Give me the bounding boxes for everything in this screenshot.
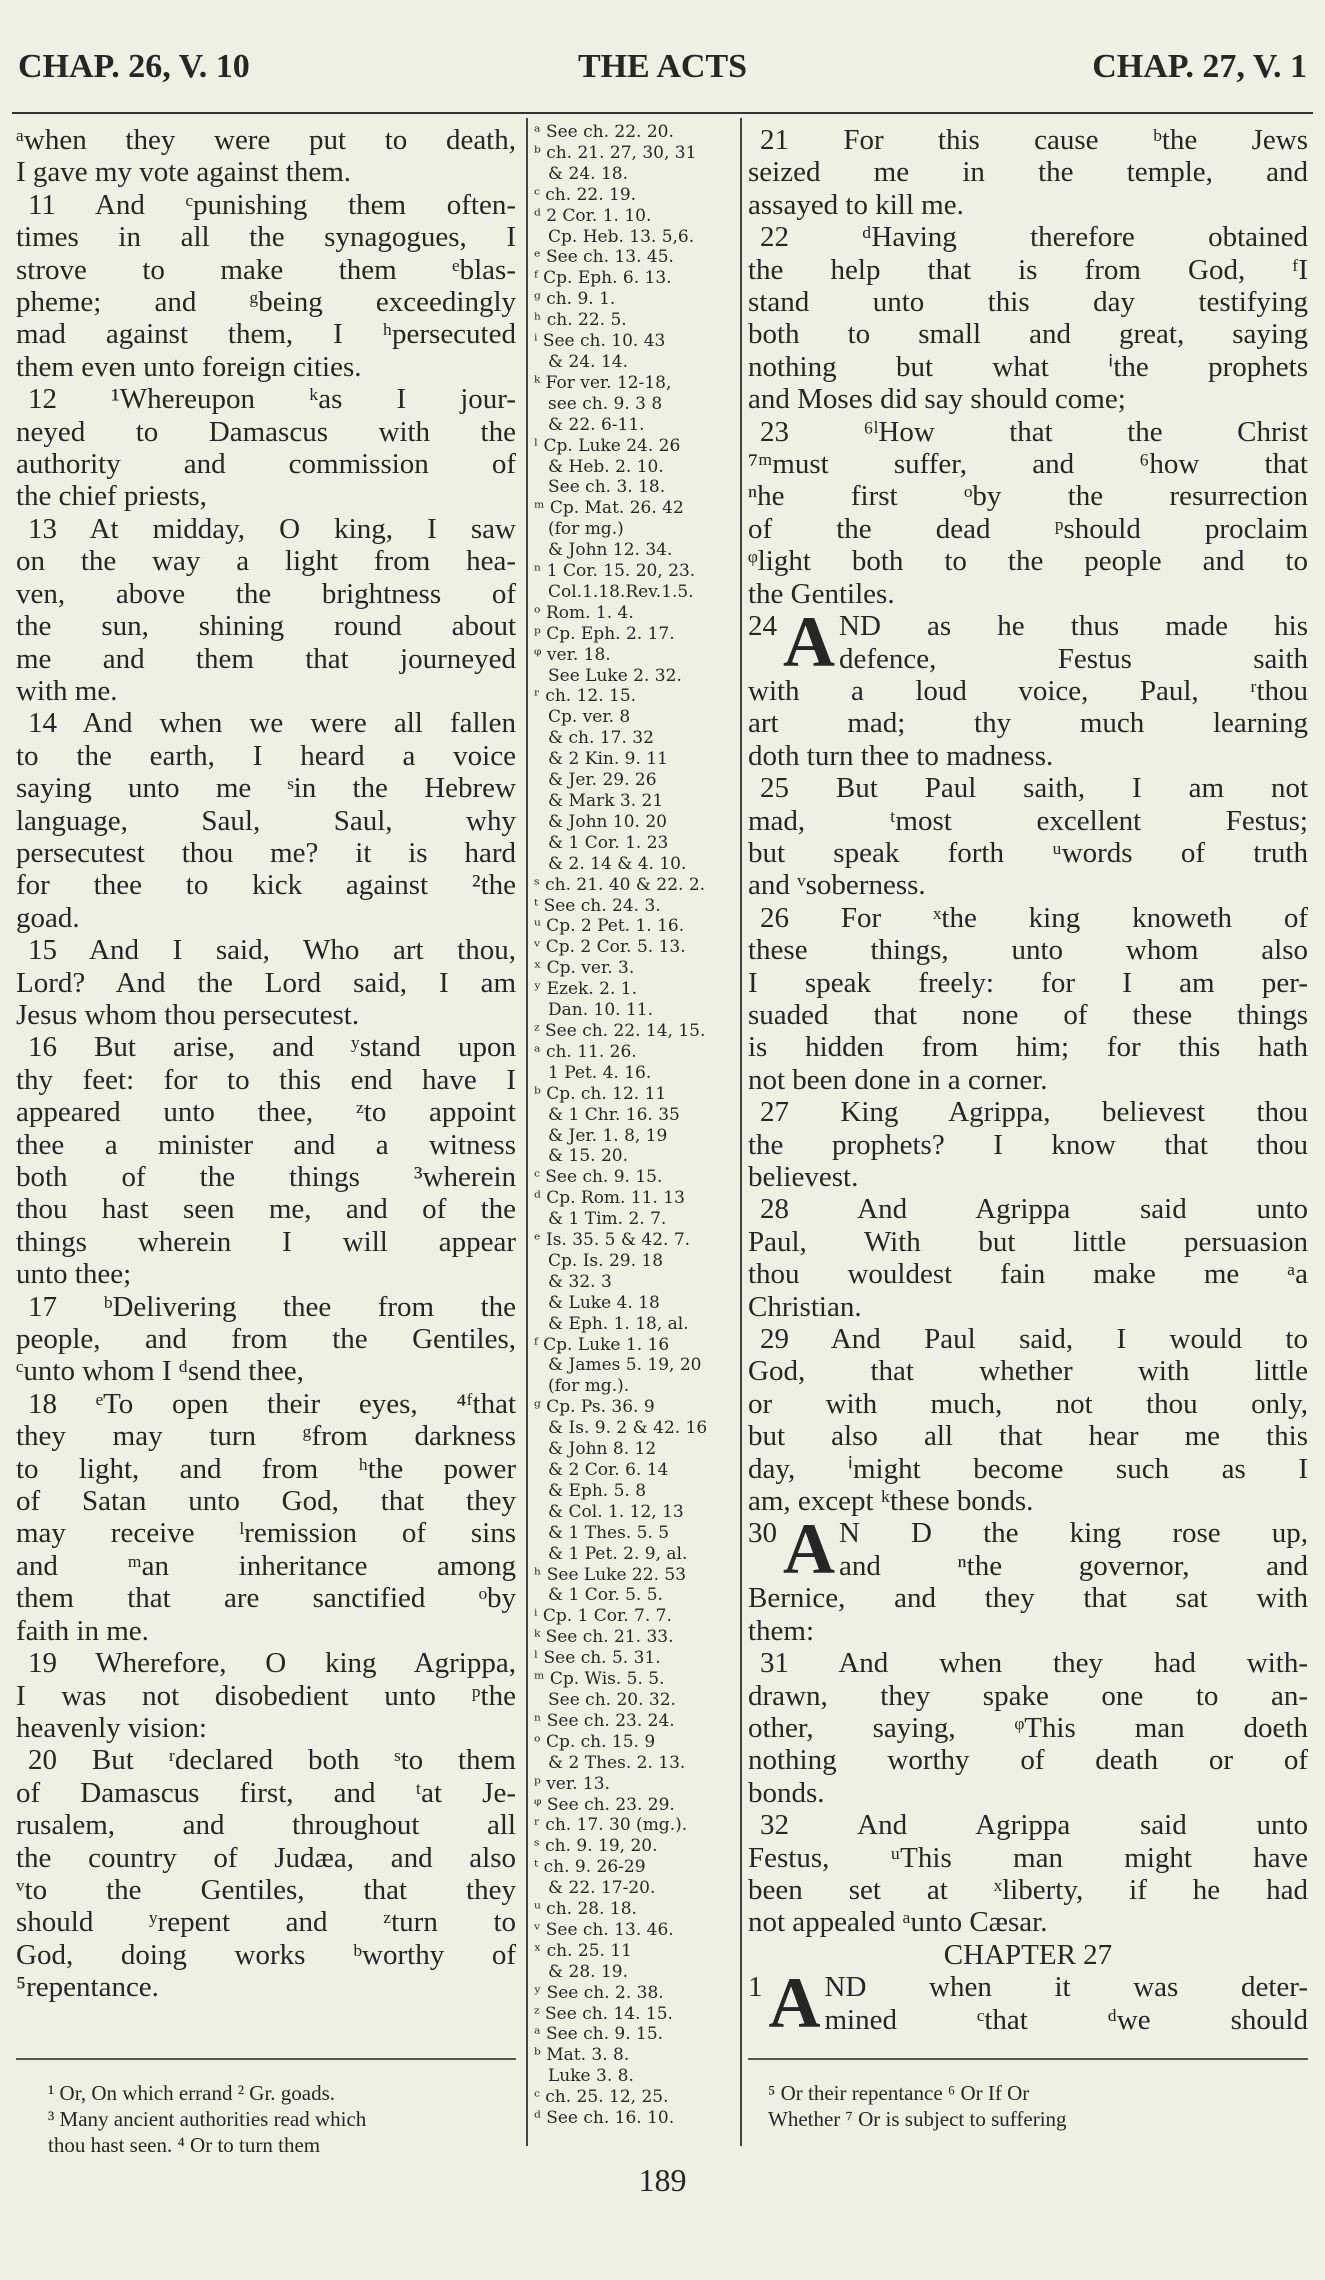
cross-reference: ᶠ Cp. Eph. 6. 13.: [534, 268, 672, 289]
cross-reference: & 15. 20.: [548, 1146, 629, 1167]
text-line: Lord? And the Lord said, I am: [16, 966, 516, 999]
text-line: of the dead ᵖshould proclaim: [748, 512, 1308, 545]
cross-reference: ⁿ 1 Cor. 15. 20, 23.: [534, 561, 696, 582]
cross-reference: ᶜ ch. 22. 19.: [534, 184, 637, 205]
text-line: 19 Wherefore, O king Agrippa,: [28, 1647, 516, 1680]
cross-reference: ᵒ Cp. ch. 15. 9: [534, 1731, 656, 1752]
text-line: ⁿhe first ᵒby the resurrection: [748, 480, 1308, 513]
cross-reference: ᶻ See ch. 22. 14, 15.: [534, 1020, 706, 1041]
cross-reference: Cp. Is. 29. 18: [548, 1250, 664, 1271]
text-line: 26 For ˣthe king knoweth of: [760, 901, 1308, 934]
cross-reference: & Jer. 1. 8, 19: [548, 1125, 668, 1146]
cross-reference: ˢ ch. 9. 19, 20.: [534, 1836, 658, 1857]
text-line: goad.: [16, 901, 80, 934]
text-line: should ʸrepent and ᶻturn to: [16, 1906, 516, 1939]
text-line: neyed to Damascus with the: [16, 415, 516, 448]
cross-reference: ᵈ See ch. 16. 10.: [534, 2108, 675, 2129]
cross-reference: ᵉ Is. 35. 5 & 42. 7.: [534, 1230, 691, 1251]
text-line: I speak freely: for I am per-: [748, 966, 1308, 999]
cross-reference: & 1 Cor. 1. 23: [548, 832, 669, 853]
cross-reference: ᵇ Mat. 3. 8.: [534, 2045, 630, 2066]
verse-number: 24: [748, 610, 777, 643]
text-line: other, saying, ᵠThis man doeth: [748, 1711, 1308, 1744]
text-line: God, doing works ᵇworthy of: [16, 1938, 516, 1971]
text-line: authority and commission of: [16, 448, 516, 481]
cross-reference: ˣ ch. 25. 11: [534, 1940, 632, 1961]
text-line: been set at ˣliberty, if he had: [748, 1873, 1308, 1906]
cross-reference: ᵉ See ch. 13. 45.: [534, 247, 674, 268]
footnote-line: Whether ⁷ Or is subject to suffering: [768, 2107, 1067, 2131]
text-line: or with much, not thou only,: [748, 1387, 1308, 1420]
cross-reference: Cp. Heb. 13. 5,6.: [548, 226, 695, 247]
cross-reference: ᵠ See ch. 23. 29.: [534, 1794, 675, 1815]
text-line: 29 And Paul said, I would to: [760, 1323, 1308, 1356]
text-line: pheme; and ᵍbeing exceedingly: [16, 286, 516, 319]
cross-reference: Col.1.18.Rev.1.5.: [548, 581, 694, 602]
text-line: these things, unto whom also: [748, 934, 1308, 967]
text-line: not appealed ᵃunto Cæsar.: [748, 1906, 1048, 1939]
drop-cap-lines: [825, 1971, 1309, 2036]
cross-reference: See Luke 2. 32.: [548, 665, 682, 686]
text-line: for thee to kick against ²the: [16, 869, 516, 902]
text-line: art mad; thy much learning: [748, 707, 1308, 740]
drop-cap-lines: [839, 610, 1308, 675]
left-text-column: [16, 124, 516, 2004]
text-line: to the earth, I heard a voice: [16, 739, 516, 772]
cross-reference: ᵐ Cp. Wis. 5. 5.: [534, 1669, 665, 1690]
cross-reference: ᶜ See ch. 9. 15.: [534, 1167, 663, 1188]
drop-cap: A: [783, 1509, 835, 1590]
text-line: 23 ⁶ˡHow that the Christ: [760, 415, 1308, 448]
text-line: them that are sanctified ᵒby: [16, 1582, 516, 1615]
text-line: Christian.: [748, 1290, 862, 1323]
text-line: ᵃwhen they were put to death,: [16, 124, 516, 156]
text-line: they may turn ᵍfrom darkness: [16, 1420, 516, 1453]
cross-reference: ᶜ ch. 25. 12, 25.: [534, 2087, 669, 2108]
text-line: 14 And when we were all fallen: [28, 707, 516, 740]
header-rule: [12, 112, 1313, 114]
text-line: unto thee;: [16, 1258, 132, 1291]
text-line: thee a minister and a witness: [16, 1128, 516, 1161]
cross-reference: ᶠ Cp. Luke 1. 16: [534, 1334, 670, 1355]
text-line: Paul, With but little persuasion: [748, 1225, 1308, 1258]
text-line: faith in me.: [16, 1614, 149, 1647]
cross-reference: & 28. 19.: [548, 1961, 629, 1982]
text-line: defence, Festus saith: [839, 642, 1308, 675]
cross-reference: ʰ ch. 22. 5.: [534, 310, 627, 331]
text-line: mad, ᵗmost excellent Festus;: [748, 804, 1308, 837]
cross-reference: ᵍ Cp. Ps. 36. 9: [534, 1397, 655, 1418]
footnote-line: thou hast seen. ⁴ Or to turn them: [48, 2133, 321, 2157]
cross-reference: ᵛ See ch. 13. 46.: [534, 1919, 674, 1940]
text-line: of Satan unto God, that they: [16, 1485, 516, 1518]
cross-reference: & 24. 14.: [548, 351, 629, 372]
text-line: seized me in the temple, and: [748, 156, 1308, 189]
text-line: Bernice, and they that sat with: [748, 1582, 1308, 1615]
text-line: and ᵛsoberness.: [748, 869, 926, 902]
cross-reference: & Col. 1. 12, 13: [548, 1501, 684, 1522]
footnote-rule-left: [16, 2058, 516, 2060]
text-line: may receive ˡremission of sins: [16, 1517, 516, 1550]
cross-reference: ᵏ For ver. 12-18,: [534, 372, 672, 393]
cross-reference: ᵃ ch. 11. 26.: [534, 1041, 637, 1062]
footnote-line: ⁵ Or their repentance ⁶ Or If Or: [768, 2081, 1030, 2105]
cross-reference: ᵘ Cp. 2 Pet. 1. 16.: [534, 916, 685, 937]
cross-reference: See ch. 3. 18.: [548, 477, 666, 498]
cross-reference: & 2 Thes. 2. 13.: [548, 1752, 686, 1773]
footnote-line: ¹ Or, On which errand ² Gr. goads.: [48, 2081, 336, 2105]
cross-reference: & Luke 4. 18: [548, 1292, 660, 1313]
text-line: ND as he thus made his: [839, 610, 1308, 643]
cross-reference: see ch. 9. 3 8: [548, 393, 663, 414]
cross-reference: ᵐ Cp. Mat. 26. 42: [534, 498, 684, 519]
text-line: I gave my vote against them.: [16, 156, 352, 189]
cross-reference: & 1 Cor. 5. 5.: [548, 1585, 663, 1606]
text-line: mad against them, I ʰpersecuted: [16, 318, 516, 351]
text-line: am, except ᵏthese bonds.: [748, 1485, 1034, 1518]
verse-number: 1: [748, 1971, 763, 2004]
cross-reference: ᵈ Cp. Rom. 11. 13: [534, 1188, 685, 1209]
text-line: the Gentiles.: [748, 577, 895, 610]
cross-reference: ʳ ch. 17. 30 (mg.).: [534, 1815, 688, 1836]
drop-cap-verse: [748, 602, 1308, 683]
text-line: ᵛto the Gentiles, that they: [16, 1873, 516, 1906]
text-line: nothing worthy of death or of: [748, 1744, 1308, 1777]
cross-reference-column: [534, 122, 734, 2129]
text-line: 22 ᵈHaving therefore obtained: [760, 221, 1308, 254]
text-line: thy feet: for to this end have I: [16, 1063, 516, 1096]
text-line: mined ᶜthat ᵈwe should: [824, 2003, 1308, 2036]
text-line: not been done in a corner.: [748, 1063, 1048, 1096]
cross-reference: ʸ Ezek. 2. 1.: [534, 979, 637, 1000]
cross-reference: & 24. 18.: [548, 163, 629, 184]
cross-reference: (for mg.): [548, 519, 624, 540]
drop-cap: A: [783, 602, 835, 683]
text-line: 18 ᵉTo open their eyes, ⁴ᶠthat: [28, 1387, 516, 1420]
text-line: I was not disobedient unto ᵖthe: [16, 1679, 516, 1712]
cross-reference: ᵈ 2 Cor. 1. 10.: [534, 205, 652, 226]
text-line: day, ⁱmight become such as I: [748, 1452, 1308, 1485]
text-line: Jesus whom thou persecutest.: [16, 998, 360, 1031]
text-line: 25 But Paul saith, I am not: [760, 772, 1308, 805]
cross-reference: ᵖ ver. 13.: [534, 1773, 610, 1794]
text-line: of Damascus first, and ᵗat Je-: [16, 1776, 516, 1809]
footnotes-right: [768, 2080, 1067, 2132]
cross-reference: ʳ ch. 12. 15.: [534, 686, 637, 707]
text-line: 15 And I said, Who art thou,: [28, 934, 516, 967]
text-line: appeared unto thee, ᶻto appoint: [16, 1096, 516, 1129]
text-line: 21 For this cause ᵇthe Jews: [760, 124, 1308, 156]
cross-reference: & 1 Pet. 2. 9, al.: [548, 1543, 688, 1564]
cross-reference: ˣ Cp. ver. 3.: [534, 958, 635, 979]
text-line: 20 But ʳdeclared both ˢto them: [28, 1744, 516, 1777]
text-line: things wherein I will appear: [16, 1225, 516, 1258]
text-line: both of the things ³wherein: [16, 1161, 516, 1193]
text-line: saying unto me ˢin the Hebrew: [16, 772, 516, 805]
cross-reference: Cp. ver. 8: [548, 707, 631, 728]
cross-reference: & John 8. 12: [548, 1439, 657, 1460]
page-number: 189: [638, 2162, 687, 2198]
text-line: them even unto foreign cities.: [16, 350, 362, 383]
text-line: 27 King Agrippa, believest thou: [760, 1096, 1308, 1129]
cross-reference: ⁿ See ch. 23. 24.: [534, 1710, 675, 1731]
column-divider-right: [740, 118, 742, 2146]
running-head-right: CHAP. 27, V. 1: [1092, 48, 1307, 85]
column-divider-left: [526, 118, 528, 2146]
text-line: believest.: [748, 1161, 859, 1193]
text-line: me and them that journeyed: [16, 642, 516, 675]
cross-reference: ᵃ See ch. 22. 20.: [534, 122, 674, 142]
text-line: 13 At midday, O king, I saw: [28, 512, 516, 545]
text-line: with me.: [16, 674, 118, 707]
text-line: the help that is from God, ᶠI: [748, 253, 1308, 286]
cross-reference: ⁱ See ch. 10. 43: [534, 331, 666, 352]
text-line: the prophets? I know that thou: [748, 1128, 1308, 1161]
cross-reference: ᵗ ch. 9. 26-29: [534, 1857, 646, 1878]
text-line: ⁵repentance.: [16, 1971, 159, 2004]
cross-reference: & Jer. 29. 26: [548, 770, 657, 791]
cross-reference: ⁱ Cp. 1 Cor. 7. 7.: [534, 1606, 672, 1627]
text-line: thou hast seen me, and of the: [16, 1193, 516, 1226]
text-line: but speak forth ᵘwords of truth: [748, 836, 1308, 869]
text-line: ven, above the brightness of: [16, 577, 516, 610]
text-line: 11 And ᶜpunishing them often-: [28, 188, 516, 221]
cross-reference: ʰ See Luke 22. 53: [534, 1564, 687, 1585]
cross-reference: & 1 Tim. 2. 7.: [548, 1209, 667, 1230]
cross-reference: Dan. 10. 11.: [548, 1000, 653, 1021]
cross-reference: ˢ ch. 21. 40 & 22. 2.: [534, 874, 706, 895]
cross-reference: & Eph. 1. 18, al.: [548, 1313, 689, 1334]
running-head-left: CHAP. 26, V. 10: [18, 48, 250, 85]
text-line: to light, and from ʰthe power: [16, 1452, 516, 1485]
cross-reference: & ch. 17. 32: [548, 728, 654, 749]
cross-reference: (for mg.).: [548, 1376, 630, 1397]
text-line: doth turn thee to madness.: [748, 739, 1054, 772]
text-line: 28 And Agrippa said unto: [760, 1193, 1308, 1226]
cross-reference: ᵘ ch. 28. 18.: [534, 1899, 637, 1920]
text-line: and Moses did say should come;: [748, 383, 1126, 416]
cross-reference: ˡ Cp. Luke 24. 26: [534, 435, 681, 456]
text-line: 12 ¹Whereupon ᵏas I jour-: [28, 383, 516, 416]
cross-reference: & 2 Cor. 6. 14: [548, 1460, 669, 1480]
drop-cap-verse: [748, 1963, 1308, 2044]
text-line: on the way a light from hea-: [16, 545, 516, 578]
drop-cap: A: [768, 1963, 821, 2044]
verse-number: 30: [748, 1517, 777, 1550]
text-line: the sun, shining round about: [16, 610, 516, 643]
cross-reference: & 1 Chr. 16. 35: [548, 1104, 680, 1125]
text-line: Festus, ᵘThis man might have: [748, 1841, 1308, 1874]
drop-cap-verse: [748, 1509, 1308, 1590]
text-line: ND when it was deter-: [824, 1971, 1308, 2004]
text-line: is hidden from him; for this hath: [748, 1031, 1308, 1064]
cross-reference: & James 5. 19, 20: [548, 1355, 702, 1376]
cross-reference: 1 Pet. 4. 16.: [548, 1062, 652, 1083]
text-line: 16 But arise, and ʸstand upon: [28, 1031, 516, 1064]
cross-reference: ᵍ ch. 9. 1.: [534, 289, 616, 310]
cross-reference: ˡ See ch. 5. 31.: [534, 1648, 661, 1669]
cross-reference: See ch. 20. 32.: [548, 1689, 676, 1710]
text-line: heavenly vision:: [16, 1711, 207, 1744]
footnotes-left: [48, 2080, 366, 2158]
cross-reference: ʸ See ch. 2. 38.: [534, 1982, 664, 2003]
text-line: language, Saul, Saul, why: [16, 804, 516, 837]
footnote-line: ³ Many ancient authorities read which: [48, 2107, 367, 2131]
text-line: and ᵐan inheritance among: [16, 1549, 516, 1582]
cross-reference: ᵗ See ch. 24. 3.: [534, 895, 661, 916]
chapter-heading: CHAPTER 27: [943, 1938, 1113, 1971]
text-line: with a loud voice, Paul, ʳthou: [748, 674, 1308, 707]
text-line: times in all the synagogues, I: [16, 221, 516, 254]
text-line: ᶜunto whom I ᵈsend thee,: [16, 1355, 304, 1388]
cross-reference: & 1 Thes. 5. 5: [548, 1522, 670, 1543]
text-line: but also all that hear me this: [748, 1420, 1308, 1453]
cross-reference: ᵇ Cp. ch. 12. 11: [534, 1083, 667, 1104]
cross-reference: & 22. 17-20.: [548, 1878, 656, 1899]
cross-reference: & John 12. 34.: [548, 540, 673, 561]
cross-reference: ᶻ See ch. 14. 15.: [534, 2003, 673, 2024]
cross-reference: ᵖ Cp. Eph. 2. 17.: [534, 623, 675, 644]
text-line: bonds.: [748, 1776, 825, 1809]
cross-reference: & Mark 3. 21: [548, 791, 664, 811]
cross-reference: ᵃ See ch. 9. 15.: [534, 2024, 664, 2045]
cross-reference: & Is. 9. 2 & 42. 16: [548, 1418, 708, 1439]
cross-reference: ᵏ See ch. 21. 33.: [534, 1627, 674, 1648]
text-line: nothing but what ⁱthe prophets: [748, 350, 1308, 383]
cross-reference: & Heb. 2. 10.: [548, 456, 664, 477]
cross-reference: & Eph. 5. 8: [548, 1480, 647, 1501]
cross-reference: Luke 3. 8.: [548, 2066, 634, 2087]
text-line: 17 ᵇDelivering thee from the: [28, 1290, 516, 1323]
text-line: strove to make them ᵉblas-: [16, 253, 516, 286]
text-line: N D the king rose up,: [839, 1517, 1308, 1550]
cross-reference: ᵛ Cp. 2 Cor. 5. 13.: [534, 937, 686, 958]
cross-reference: & 32. 3: [548, 1271, 612, 1292]
text-line: ⁷ᵐmust suffer, and ⁶how that: [748, 448, 1308, 481]
text-line: suaded that none of these things: [748, 998, 1308, 1031]
cross-reference: & John 10. 20: [548, 811, 667, 832]
text-line: and ⁿthe governor, and: [839, 1549, 1308, 1582]
text-line: persecutest thou me? it is hard: [16, 836, 516, 869]
text-line: people, and from the Gentiles,: [16, 1323, 516, 1356]
cross-reference: & 22. 6-11.: [548, 414, 645, 435]
text-line: God, that whether with little: [748, 1355, 1308, 1388]
cross-reference: & 2 Kin. 9. 11: [548, 749, 668, 770]
drop-cap-lines: [839, 1517, 1308, 1582]
text-line: them:: [748, 1614, 815, 1647]
text-line: 31 And when they had with-: [760, 1647, 1308, 1680]
text-line: the country of Judæa, and also: [16, 1841, 516, 1874]
cross-reference: ᵒ Rom. 1. 4.: [534, 602, 634, 623]
cross-reference: ᵇ ch. 21. 27, 30, 31: [534, 142, 697, 163]
cross-reference: & 2. 14 & 4. 10.: [548, 853, 687, 874]
text-line: 32 And Agrippa said unto: [760, 1809, 1308, 1842]
text-line: ᵠlight both to the people and to: [748, 545, 1308, 578]
text-line: rusalem, and throughout all: [16, 1809, 516, 1842]
text-line: assayed to kill me.: [748, 188, 964, 221]
text-line: drawn, they spake one to an-: [748, 1679, 1308, 1712]
text-line: stand unto this day testifying: [748, 286, 1308, 319]
text-line: both to small and great, saying: [748, 318, 1308, 351]
text-line: thou wouldest fain make me ᵃa: [748, 1258, 1308, 1291]
text-line: the chief priests,: [16, 480, 207, 513]
cross-reference: ᵠ ver. 18.: [534, 644, 611, 665]
right-text-column: [748, 124, 1308, 2044]
footnote-rule-right: [748, 2058, 1308, 2060]
book-title: THE ACTS: [577, 48, 748, 85]
